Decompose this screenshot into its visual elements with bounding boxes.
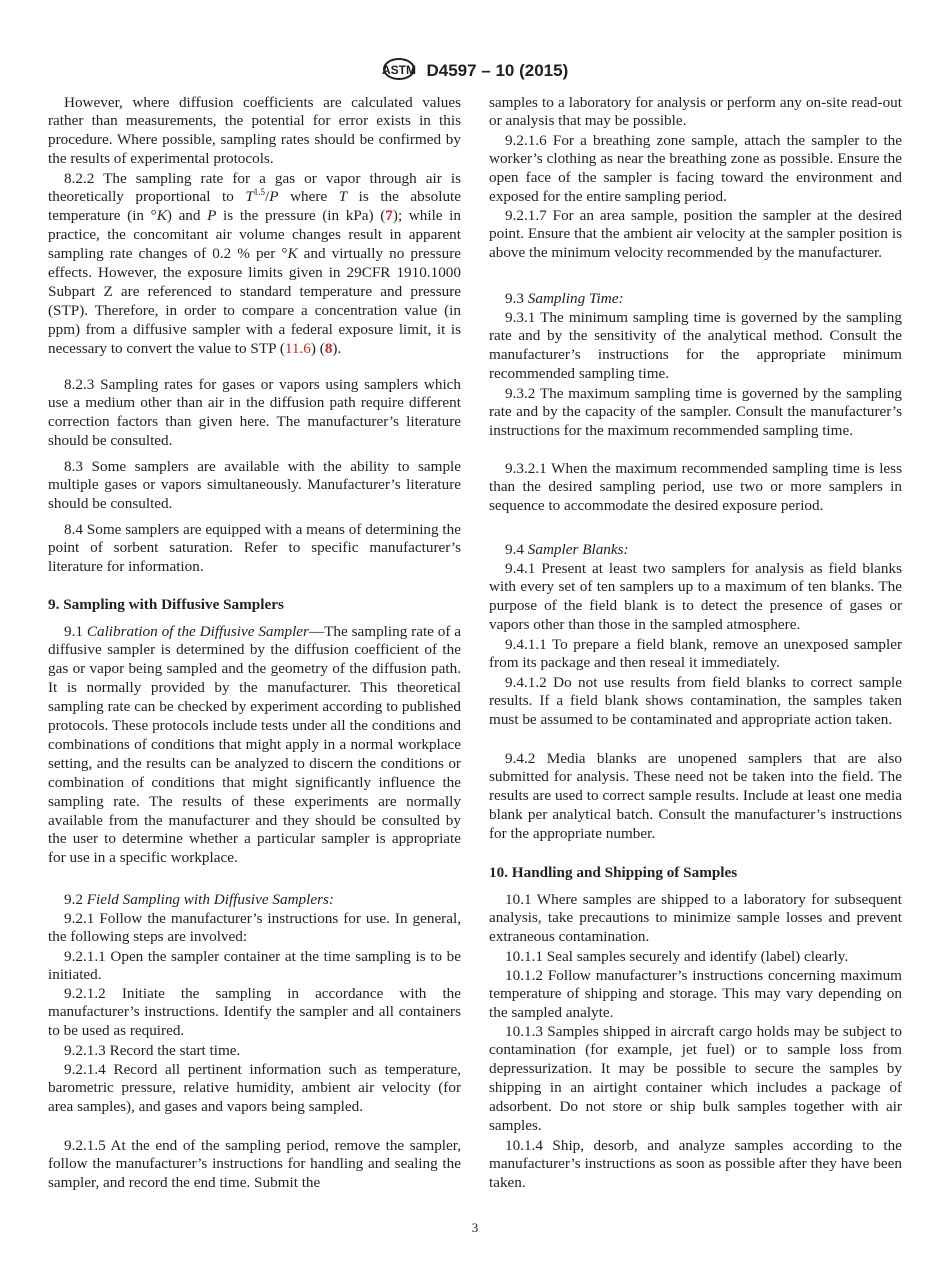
text-run: 9.1 <box>64 622 87 640</box>
text-run: 9.2.1.6 For a breathing zone sample, attach the sampler to the worker’s clothing as near the breathing zone as possible. Ensure the open face of the sampler is facing toward the environment and exposed for the entire sampling period. <box>489 131 902 206</box>
document-designation: D4597 – 10 (2015) <box>426 60 569 80</box>
text-run: samples to a laboratory for analysis or perform any on-site read-out or analysis that may be possible. <box>489 93 902 130</box>
svg-text:ASTM: ASTM <box>381 63 416 77</box>
paragraph <box>489 541 902 560</box>
text-run: 9.2.1.2 Initiate the sampling in accordance with the manufacturer’s instructions. Identify the sampler and all containers to be used as required. <box>48 984 461 1040</box>
text-run: ) ( <box>310 339 325 357</box>
paragraph <box>48 458 461 515</box>
paragraph <box>48 891 461 910</box>
paragraph <box>489 290 902 309</box>
text-run: / <box>265 188 270 206</box>
section-heading <box>489 864 902 883</box>
heading-text: 9. Sampling with Diffusive Samplers <box>48 595 284 613</box>
italic-text: T <box>338 188 348 206</box>
section-heading <box>48 596 461 615</box>
text-run: 8.4 Some samplers are equipped with a means of determining the point of sorbent saturation. Refer to specific manufacturer’s literature for information. <box>48 520 461 576</box>
text-run: is the pressure (in kPa) ( <box>216 207 386 225</box>
italic-text: P <box>207 207 217 225</box>
text-run: ) and <box>166 207 208 225</box>
paragraph <box>48 1137 461 1194</box>
text-run: 9.3.1 The minimum sampling time is governed by the sampling rate and by the sensitivity of the analytical method. Consult the manufacturer’s instructions for the appropriate minimum recommended sampling time. <box>489 308 902 383</box>
text-run: However, where diffusion coefficients are calculated values rather than measurements, the potential for error exists in this procedure. Where possible, sampling rates should be confirmed by the results of experimental protocols. <box>48 93 461 168</box>
text-run: 9.3.2.1 When the maximum recommended sampling time is less than the desired sampling period, use two or more samplers in sequence to accommodate the desired exposure period. <box>489 459 902 515</box>
italic-text: P <box>269 188 279 206</box>
paragraph <box>48 376 461 452</box>
paragraph <box>489 207 902 264</box>
paragraph <box>489 1137 902 1194</box>
reference-link[interactable]: 7 <box>385 207 393 225</box>
text-run: 10.1.2 Follow manufacturer’s instructions concerning maximum temperature of shipping and storage. This may vary depending on the sampled analyte. <box>489 966 902 1022</box>
text-run: is the absolute temperature (in ° <box>48 188 461 225</box>
text-run: ). <box>332 339 342 357</box>
text-run: 10.1.4 Ship, desorb, and analyze samples according to the manufacturer’s instructions as soon as possible after they have been taken. <box>489 1136 902 1192</box>
paragraph <box>489 94 902 132</box>
paragraph <box>489 750 902 845</box>
text-run: 9.2 <box>64 890 87 908</box>
paragraph <box>489 1023 902 1136</box>
text-run: 10.1 Where samples are shipped to a laboratory for subsequent analysis, take precautions to minimize sample losses and prevent extraneous contamination. <box>489 890 902 946</box>
text-run: 10.1.3 Samples shipped in aircraft cargo holds may be subject to contamination (for example, jet fuel) or to sample loss from depressurization. It may be possible to secure the samples by shipping in an airtight container which includes a package of adsorbent. Do not store or ship bulk samples together with air samples. <box>489 1022 902 1135</box>
paragraph <box>48 170 461 359</box>
italic-text: Sampler Blanks: <box>527 540 629 558</box>
astm-logo-icon <box>382 56 416 87</box>
text-run: 9.2.1 Follow the manufacturer’s instructions for use. In general, the following steps are involved: <box>48 909 461 946</box>
text-run: 8.2.2 The sampling rate for a gas or vapor through air is theoretically proportional to <box>48 169 461 206</box>
paragraph <box>489 636 902 674</box>
text-run: 9.2.1.3 Record the start time. <box>64 1041 241 1059</box>
paragraph <box>48 1042 461 1061</box>
paragraph <box>489 891 902 948</box>
paragraph <box>48 1061 461 1118</box>
reference-link[interactable]: 8 <box>324 339 333 357</box>
paragraph <box>489 948 902 967</box>
text-run: where <box>278 188 339 206</box>
italic-text: K <box>287 245 298 263</box>
text-run: and virtually no pressure effects. However, the exposure limits given in 29CFR 1910.1000 Subpart Z are referenced to standard temperature and pressure (STP). Therefore, in order to compare a concentration value (in ppm) from a diffusive sampler with a federal exposure limit, it is necessary to convert the value to STP ( <box>48 245 461 357</box>
text-run: 9.3 <box>505 289 528 307</box>
paragraph <box>48 910 461 948</box>
paragraph <box>489 132 902 208</box>
text-run: 9.4 <box>505 540 528 558</box>
text-run: 10.1.1 Seal samples securely and identify (label) clearly. <box>505 947 849 965</box>
text-run: 9.4.1.1 To prepare a field blank, remove an unexposed sampler from its package and then reseal it immediately. <box>489 635 902 672</box>
text-run: 9.2.1.4 Record all pertinent information such as temperature, barometric pressure, relative humidity, ambient air velocity (for area samples), and gases and vapors being sampled. <box>48 1060 461 1116</box>
paragraph <box>48 623 461 869</box>
paragraph <box>489 967 902 1024</box>
paragraph <box>48 94 461 170</box>
reference-link[interactable]: 11.6 <box>284 339 311 357</box>
page-number: 3 <box>471 1220 479 1235</box>
italic-text: T <box>245 188 254 206</box>
italic-text: Sampling Time: <box>527 289 624 307</box>
text-run: 9.2.1.7 For an area sample, position the sampler at the desired point. Ensure that the ambient air velocity at the sampler position is above the minimum velocity recommended by the manufacturer. <box>489 206 902 262</box>
italic-text: Field Sampling with Diffusive Samplers: <box>86 890 334 908</box>
text-run: —The sampling rate of a diffusive sampler is determined by the diffusion coefficient of the gas or vapor being sampled and the geometry of the diffusion path. It is normally provided by the manufacturer. This theoretical sampling rate can be checked by experiment according to published protocols. These protocols include tests under all the conditions and combinations of conditions that might apply in a normal workplace setting, and the results can be analyzed to discern the conditions or combination of conditions that might significantly influence the sampling rate. The results of these experiments are normally available from the manufacturer and they should be consulted by the user to determine whether a particular sampler is appropriate for use in a specific workplace. <box>48 622 462 867</box>
text-run: 9.4.1 Present at least two samplers for analysis as field blanks with every set of ten samplers up to a maximum of ten blanks. The purpose of the field blank is to detect the presence of gases or vapors other than those in the sampled atmosphere. <box>489 559 902 634</box>
text-run: 9.4.1.2 Do not use results from field blanks to correct sample results. If a field blank shows contamination, the samples taken must be assumed to be contaminated and appropriate action taken. <box>489 673 902 729</box>
text-run: 8.2.3 Sampling rates for gases or vapors using samplers which use a medium other than air in the diffusion path require different correction factors than given here. The manufacturer’s literature should be consulted. <box>48 375 461 450</box>
paragraph <box>489 560 902 636</box>
text-run: 9.3.2 The maximum sampling time is governed by the sampling rate and by the capacity of the sampler. Consult the manufacturer’s instructions for the maximum recommended sampling time. <box>489 384 902 440</box>
heading-text: 10. Handling and Shipping of Samples <box>489 863 738 881</box>
text-run: 9.2.1.5 At the end of the sampling period, remove the sampler, follow the manufacturer’s instructions for handling and sealing the sampler, and record the end time. Submit the <box>48 1136 461 1192</box>
paragraph <box>48 521 461 578</box>
paragraph <box>489 309 902 385</box>
text-run: 8.3 Some samplers are available with the ability to sample multiple gases or vapors simultaneously. Manufacturer’s literature should be consulted. <box>48 457 461 513</box>
paragraph <box>489 385 902 442</box>
paragraph <box>489 674 902 731</box>
paragraph <box>489 460 902 517</box>
superscript: 1.5 <box>253 187 266 198</box>
paragraph <box>48 985 461 1042</box>
paragraph <box>48 948 461 986</box>
text-run: ); while in practice, the concomitant air volume changes result in apparent sampling rate changes of 0.2 % per ° <box>48 207 461 263</box>
page-header <box>0 56 950 87</box>
text-run: 9.2.1.1 Open the sampler container at the time sampling is to be initiated. <box>48 947 461 984</box>
text-run: 9.4.2 Media blanks are unopened samplers that are also submitted for analysis. These need not be taken into the field. The results are used to correct sample results. Include at least one media blank per analytical batch. Consult the manufacturer’s instructions for the appropriate number. <box>489 749 902 843</box>
italic-text: Calibration of the Diffusive Sampler <box>86 622 309 640</box>
italic-text: K <box>156 207 167 225</box>
